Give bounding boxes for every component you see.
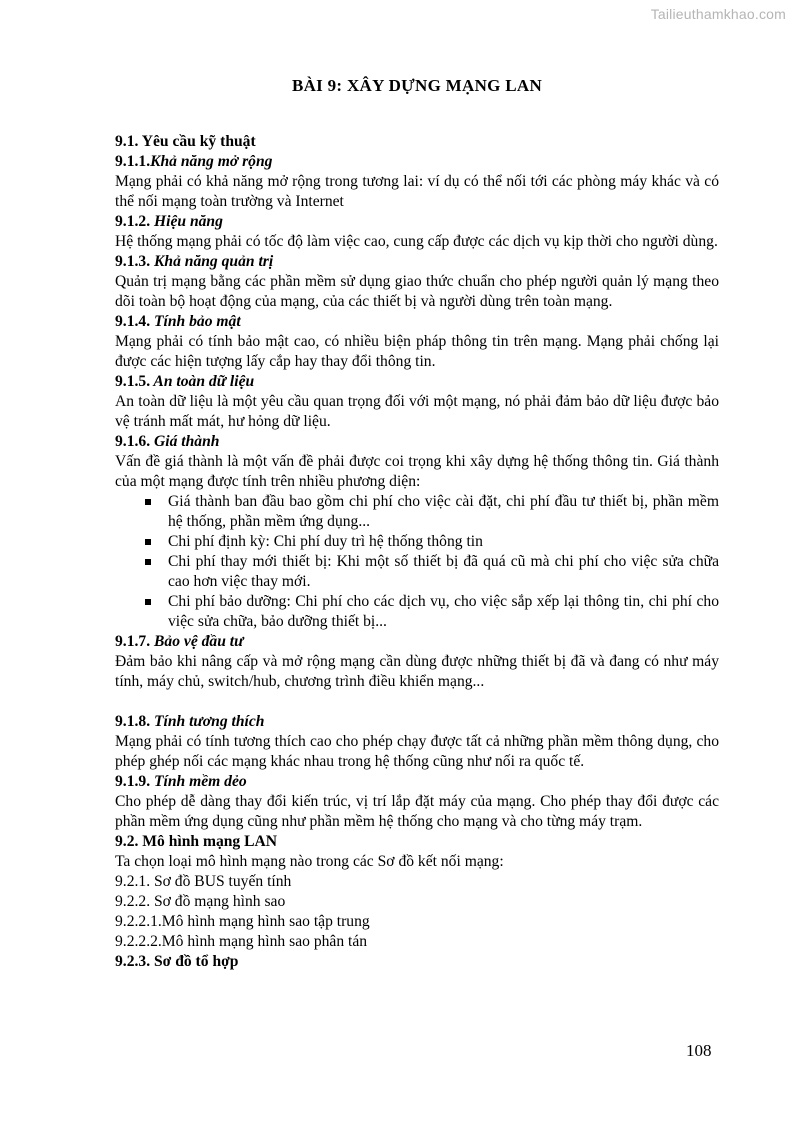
heading-9-2: 9.2. Mô hình mạng LAN <box>115 833 278 850</box>
square-bullet-icon <box>145 539 151 545</box>
list-item <box>115 552 719 592</box>
heading-label: Khả năng quản trị <box>154 253 274 270</box>
paragraph-9-1-2: Hệ thống mạng phải có tốc độ làm việc cao, cung cấp được các dịch vụ kịp thời cho người dùng. <box>115 233 718 250</box>
heading-label: Giá thành <box>154 433 220 450</box>
item-9-2-1: 9.2.1. Sơ đồ BUS tuyến tính <box>115 873 292 890</box>
heading-9-1-5 <box>115 372 719 392</box>
paragraph-9-1-7: Đảm bảo khi nâng cấp và mở rộng mạng cần dùng được những thiết bị đã và đang có như máy tính, máy chủ, switch/hub, chương trình điều khiển mạng... <box>115 653 719 690</box>
heading-num: 9.1.2. <box>115 213 151 230</box>
heading-9-2-3: 9.2.3. Sơ đồ tổ hợp <box>115 953 239 970</box>
heading-num: 9.1.3. <box>115 253 151 270</box>
heading-num: 9.1.6. <box>115 433 151 450</box>
paragraph-9-2: Ta chọn loại mô hình mạng nào trong các Sơ đồ kết nối mạng: <box>115 853 504 870</box>
paragraph-9-1-4: Mạng phải có tính bảo mật cao, có nhiều biện pháp thông tin trên mạng. Mạng phải chống lại được các hiện tượng lấy cắp hay thay đổi thông tin. <box>115 333 719 370</box>
list-item <box>115 492 719 532</box>
heading-num: 9.1.5. <box>115 373 151 390</box>
page-number: 108 <box>686 1041 712 1060</box>
list-item <box>115 532 719 552</box>
square-bullet-icon <box>145 599 151 605</box>
heading-num: 9.1.8. <box>115 713 151 730</box>
item-9-2-2: 9.2.2. Sơ đồ mạng hình sao <box>115 893 286 910</box>
heading-9-1-3 <box>115 252 719 272</box>
heading-label: Tính mềm dẻo <box>154 773 247 790</box>
heading-label: Tính tương thích <box>154 713 265 730</box>
heading-label: Bảo vệ đầu tư <box>154 633 244 650</box>
square-bullet-icon <box>145 559 151 565</box>
document-page <box>115 76 719 972</box>
paragraph-9-1-6: Vấn đề giá thành là một vấn đề phải được coi trọng khi xây dựng hệ thống thông tin. Giá thành của một mạng được tính trên nhiều phương diện: <box>115 453 719 490</box>
item-9-2-2-2: 9.2.2.2.Mô hình mạng hình sao phân tán <box>115 933 368 950</box>
heading-num: 9.1.7. <box>115 633 151 650</box>
list-item <box>115 592 719 632</box>
heading-num: 9.1.4. <box>115 313 151 330</box>
heading-9-1-2 <box>115 212 719 232</box>
paragraph-9-1-1: Mạng phải có khả năng mở rộng trong tương lai: ví dụ có thể nối tới các phòng máy khác và có thể nối mạng toàn trường và Internet <box>115 173 719 210</box>
paragraph-9-1-8: Mạng phải có tính tương thích cao cho phép chạy được tất cả những phần mềm thông dụng, cho phép ghép nối các mạng khác nhau trong hệ thống cũng như nối ra quốc tế. <box>115 733 719 770</box>
heading-9-1-6 <box>115 432 719 452</box>
heading-9-1-1 <box>115 152 719 172</box>
item-9-2-2-1: 9.2.2.1.Mô hình mạng hình sao tập trung <box>115 913 370 930</box>
heading-label: Khả năng mở rộng <box>150 153 273 170</box>
cost-list <box>115 492 719 632</box>
paragraph-9-1-3: Quản trị mạng bằng các phần mềm sử dụng giao thức chuẩn cho phép người quản lý mạng theo dõi toàn bộ hoạt động của mạng, của các thiết bị và người dùng trên toàn mạng. <box>115 273 719 310</box>
heading-9-1-7 <box>115 632 719 652</box>
heading-label: Hiệu năng <box>154 213 223 230</box>
heading-9-1-8 <box>115 712 719 732</box>
heading-num: 9.1.1. <box>115 153 151 170</box>
list-item-text: Chi phí thay mới thiết bị: Khi một số thiết bị đã quá cũ mà chi phí cho việc sửa chữa cao hơn việc thay mới. <box>168 553 719 590</box>
heading-9-1: 9.1. Yêu cầu kỹ thuật <box>115 133 256 150</box>
heading-num: 9.1.9. <box>115 773 151 790</box>
spacer <box>115 692 719 712</box>
list-item-text: Chi phí bảo dưỡng: Chi phí cho các dịch vụ, cho việc sắp xếp lại thông tin, chi phí cho việc sửa chữa, bảo dưỡng thiết bị... <box>168 593 719 630</box>
list-item-text: Giá thành ban đầu bao gồm chi phí cho việc cài đặt, chi phí đầu tư thiết bị, phần mềm hệ thống, phần mềm ứng dụng... <box>168 493 719 530</box>
heading-label: Tính bảo mật <box>154 313 241 330</box>
watermark: Tailieuthamkhao.com <box>650 6 786 22</box>
heading-9-1-9 <box>115 772 719 792</box>
paragraph-9-1-9: Cho phép dễ dàng thay đổi kiến trúc, vị trí lắp đặt máy của mạng. Cho phép thay đổi được các phần mềm ứng dụng cũng như phần mềm hệ thống cho mạng và cho từng máy trạm. <box>115 793 719 830</box>
heading-label: An toàn dữ liệu <box>153 373 255 390</box>
heading-9-1-4 <box>115 312 719 332</box>
list-item-text: Chi phí định kỳ: Chi phí duy trì hệ thống thông tin <box>168 533 483 550</box>
square-bullet-icon <box>145 499 151 505</box>
page-title: BÀI 9: XÂY DỰNG MẠNG LAN <box>291 76 543 95</box>
paragraph-9-1-5: An toàn dữ liệu là một yêu cầu quan trọng đối với một mạng, nó phải đảm bảo dữ liệu được bảo vệ tránh mất mát, hư hỏng dữ liệu. <box>115 393 719 430</box>
